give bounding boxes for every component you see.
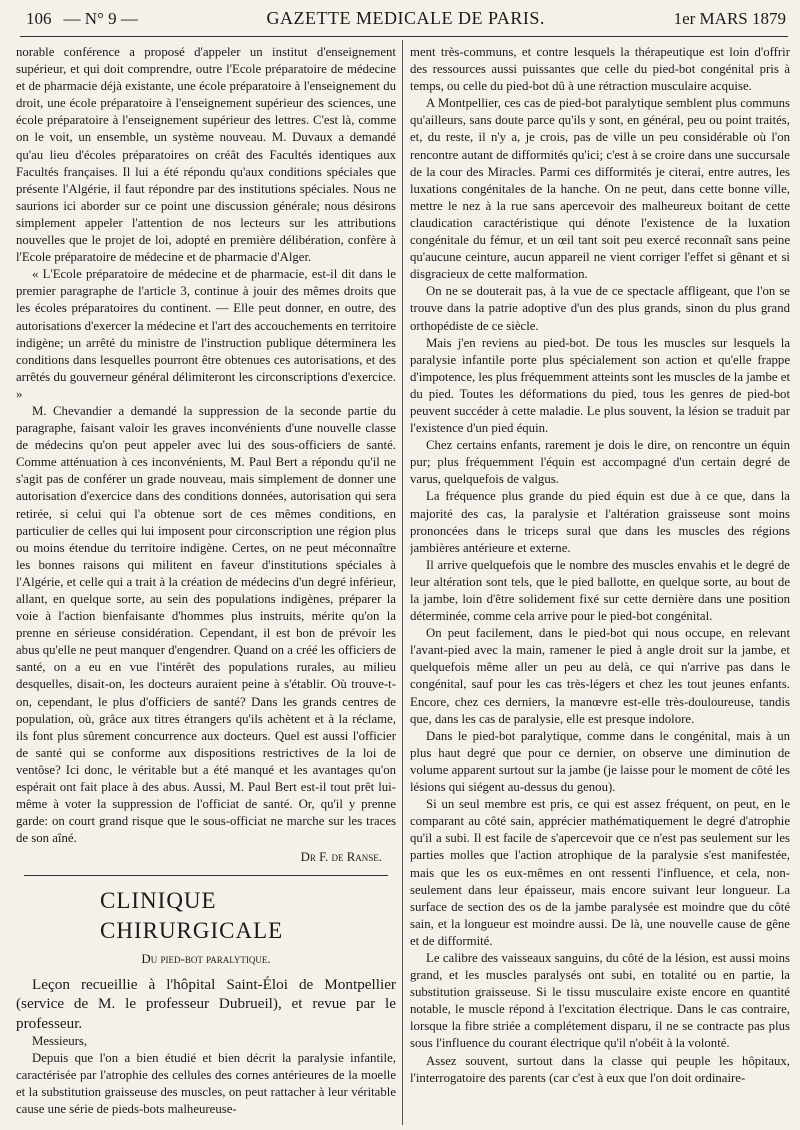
left-column	[16, 44, 396, 1124]
paragraph: Depuis que l'on a bien étudié et bien décrit la paralysie infantile, caractérisée par l'atrophie des cellules des cornes antérieures de la moelle et la substitution graisseuse des muscles, on peut rattacher à leur véritable cause une série de pieds-bots malheureuse-	[16, 1051, 396, 1117]
issue-number: — N° 9 —	[63, 9, 138, 28]
paragraph: Mais j'en reviens au pied-bot. De tous les muscles sur lesquels la paralysie infantile porte plus spécialement son action et qu'elle frappe d'impotence, les plus fréquemment atteints sont les muscles de la jambe et du pied. Toutes les déformations du pied, tous les genres de pied-bot peuvent succéder à cette maladie. Le plus souvent, la lésion se traduit par l'existence d'un pied équin.	[410, 335, 790, 436]
paragraph: ment très-communs, et contre lesquels la thérapeutique est loin d'offrir des ressources aussi puissantes que celle du pied-bot congénital pris à temps, ou celle du pied-bot dû à une rétraction musculaire acquise.	[410, 45, 790, 94]
paragraph: M. Chevandier a demandé la suppression de la seconde partie du paragraphe, faisant valoir les graves inconvénients d'une nouvelle classe de médecins qu'on peut appeler avec lui des sous-officiers de santé. Comme atténuation à ces inconvénients, M. Paul Bert a répondu qu'il ne s'agit pas de conférer un grade nouveau, mais simplement de donner une autorisation d'exercice dans des conditions données, autorisation qui sera retirée, si celui qui l'a obtenue sort de ces mêmes conditions, en particulier de celles qui lui imposent pour circonscription une région plus ou moins étendue du territoire indigène. Certes, on ne peut méconnaître les bonnes raisons qui militent en faveur d'institutions spéciales à l'Algérie, et celle qui a trait à la création de médecins d'un degré inférieur, allant, en quelque sorte, au sein des populations indigènes, préparer la voie à l'action bienfaisante d'hommes plus instruits, mérite qu'on la prenne en sérieuse considération. Cependant, il est bon de prévoir les abus qu'elle ne peut manquer d'engendrer. Quand on a créé les officiers de santé, on a eu en vue l'intérêt des populations rurales, au milieu desquelles, disait-on, les docteurs auraient peine à s'établir. Où trouve-t-on, cependant, le plus d'officiers de santé? Dans les grands centres de population, où, grâce aux titres étrangers qu'ils achètent et à la réclame, ils font plus sûrement concurrence aux docteurs. Quel est aussi l'officier de santé qui se conforme aux dispositions restrictives de la loi de ventôse? Ici donc, le véritable but a été manqué et les avantages qu'on espérait ont fait place à des abus. Aussi, M. Paul Bert est-il tout prêt lui-même à voter la suppression de l'officiat de santé. Or, qu'il y prenne garde: on court grand risque que le sous-officiat ne marche sur les traces de son aîné.	[16, 403, 396, 846]
paragraph: La fréquence plus grande du pied équin est due à ce que, dans la majorité des cas, la paralysie et l'altération graisseuse sont moins prononcées dans le triceps sural que dans les muscles des régions jambières antérieure et externe.	[410, 489, 790, 555]
salutation: Messieurs,	[32, 1034, 88, 1049]
paragraph: « L'Ecole préparatoire de médecine et de pharmacie, est-il dit dans le premier paragraphe de l'article 3, continue à jouir des mêmes droits que les écoles préparatoires du continent. — Elle peut donner, en outre, des autorisations d'exercer la médecine et l'art des accouchements en territoire indigène; un arrêté du ministre de l'instruction publique déterminera les conditions dans lesquelles pourront être obtenues ces autorisations, et des arrêtés du gouverneur général délimiteront les circonscriptions d'exercice. »	[16, 267, 396, 401]
section-subtitle: Du pied-bot paralytique.	[141, 950, 271, 966]
issue-date: 1er MARS 1879	[673, 9, 786, 28]
paragraph: A Montpellier, ces cas de pied-bot paralytique semblent plus communs qu'ailleurs, sans doute parce qu'ils y sont, en général, peu ou point traités, et, du reste, il n'y a, je crois, pas de ville un peu considérable où l'on rencontre autant de difformités qu'ici; c'est à se croire dans une succursale de la cour des Miracles. Parmi ces difformités je citerai, entre autres, les luxations congénitales de la hanche. On ne peut, dans cette bonne ville, mettre le nez à la rue sans apercevoir des malheureux boitant de cette claudication caractéristique qui dénote l'existence de la luxation congénitale du fémur, et un œil tant soit peu exercé reconnaît sans peine qu'aucune ceinture, aucun appareil ne vient corriger l'effet si gênant et si disgracieux de cette malformation.	[410, 96, 790, 282]
paragraph: On ne se douterait pas, à la vue de ce spectacle affligeant, que l'on se trouve dans la patrie adoptive d'un des plus grands, sinon du plus grand orthopédiste de ce siècle.	[410, 284, 790, 333]
journal-title: GAZETTE MEDICALE DE PARIS.	[266, 8, 545, 28]
header-left	[26, 9, 138, 29]
signature: Dr F. de Ranse.	[300, 850, 382, 865]
right-column	[410, 44, 790, 1124]
page-header	[26, 8, 786, 34]
paragraph: Chez certains enfants, rarement je dois le dire, on rencontre un équin pur; plus fréquemment l'équin est accompagné d'un certain degré de varus, quelquefois de valgus.	[410, 438, 790, 487]
page-number: 106	[26, 9, 52, 28]
paragraph: Dans le pied-bot paralytique, comme dans le congénital, mais à un plus haut degré que pour ce dernier, on observe une diminution de volume apparent surtout sur la jambe (je laisse pour le moment de côté les lésions qui siégent au-dessus du genou).	[410, 728, 790, 795]
paragraph: Si un seul membre est pris, ce qui est assez fréquent, on peut, en le comparant au côté sain, apprécier mathématiquement le degré d'atrophie qu'il a subi. Il est facile de s'apercevoir que ce n'est pas seulement sur les parties molles que l'action atrophique de la paralysie s'est manifestée, mais que les os eux-mêmes en ont ressenti l'influence, et cela, non-seulement dans leur épaisseur, mais encore suivant leur longueur. La surface de section des os de la jambe paralysée est moindre que du côté sain, et la longueur est moindre aussi. De là, une nouvelle cause de gêne et de difformité.	[410, 797, 790, 948]
lecon-note: Leçon recueillie à l'hôpital Saint-Éloi de Montpellier (service de M. le professeur Dubrueil), et revue par le professeur.	[16, 975, 396, 1032]
paragraph: Assez souvent, surtout dans la classe qui peuple les hôpitaux, l'interrogatoire des parents (car c'est à eux que l'on doit ordinaire-	[410, 1053, 790, 1085]
paragraph: Il arrive quelquefois que le nombre des muscles envahis et le degré de leur altération sont tels, que le pied ballotte, en quelque sorte, au bout de la jambe, loin d'être solidement fixé sur cette dernière dans une position déterminée, comme cela arrive pour le pied-bot congénital.	[410, 557, 790, 624]
paragraph: On peut facilement, dans le pied-bot qui nous occupe, en relevant l'avant-pied avec la main, ramener le pied à angle droit sur la jambe, et quelquefois même aller un peu au delà, ce qui n'arrive pas dans le congénital, sauf pour les cas très-légers et chez les tout jeunes enfants. Encore, chez ces derniers, la manœvre est-elle très-douloureuse, tandis que, dans les cas de paralysie, elle est presque indolore.	[410, 626, 790, 726]
column-divider	[402, 40, 403, 1125]
paragraph: norable conférence a proposé d'appeler un institut d'enseignement supérieur, et qui doit comprendre, outre l'Ecole préparatoire de médecine et de pharmacie déjà existante, une école préparatoire à l'enseignement du droit, une école préparatoire à l'enseignement supérieur des sciences, une école préparatoire à l'enseignement supérieur des lettres. C'est là, comme on le voit, un ensemble, un système nouveau. M. Duvaux a demandé qu'au lieu d'écoles préparatoires on créât des Facultés identiques aux Facultés françaises. Il lui a été répondu qu'aux conditions spéciales que présente l'Algérie, il faut répondre par des institutions spéciales. Nous ne saurions ici aborder sur ce point une discussion générale; nous désirons simplement appeler l'attention de nos lecteurs sur les attributions nouvelles que le projet de loi, adopté en première délibération, confère à l'Ecole préparatoire de médecine et de pharmacie d'Alger.	[16, 45, 396, 265]
section-rule	[24, 875, 389, 876]
paragraph: Le calibre des vaisseaux sanguins, du côté de la lésion, est aussi moins grand, et les muscles paralysés ont subi, en totalité ou en partie, la substitution graisseuse. Si le tissu musculaire existe encore en quantité notable, le muscle répond à l'excitation électrique. Dans le cas contraire, lorsque la fibre striée a complétement disparu, il ne se contracte pas plus sous l'influence du courant électrique qu'il n'obéit à la volonté.	[410, 950, 790, 1051]
section-title: CLINIQUE CHIRURGICALE	[100, 887, 284, 943]
header-rule	[20, 36, 788, 37]
